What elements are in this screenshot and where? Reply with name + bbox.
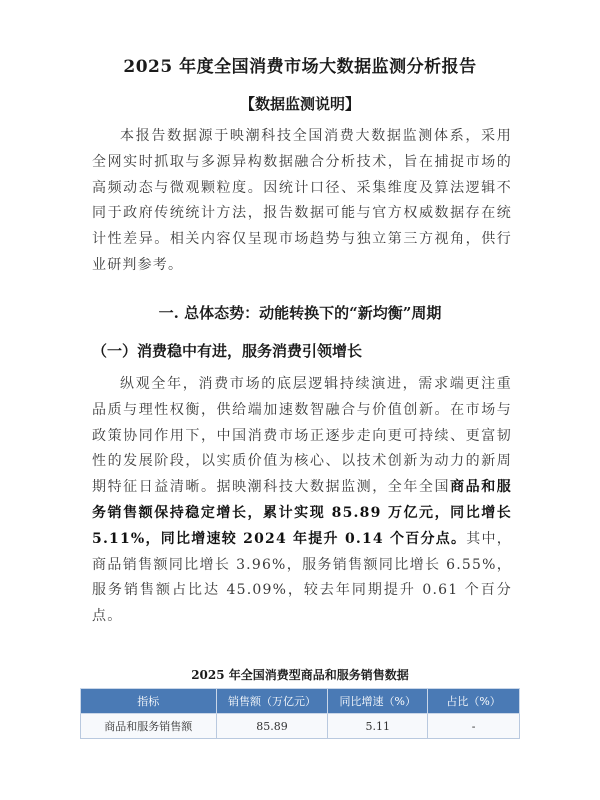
table-row [81, 714, 520, 739]
table-header-indicator: 指标 [81, 689, 217, 714]
table-cell-share: - [428, 714, 520, 739]
body-paragraph [92, 372, 512, 630]
body-paragraph-text-1: 纵观全年，消费市场的底层逻辑持续演进，需求端更注重品质与理性权衡，供给端加速数智融合与价值创新。在市场与政策协同作用下，中国消费市场正逐步走向更可持续、更富韧性的发展阶段，以实质价值为核心、以技术创新为动力的新周期特征日益清晰。据映潮科技大数据监测，全年全国 [92, 376, 512, 496]
body-paragraph-text-2: 其中，商品销售额同比增长 3.96%，服务销售额同比增长 6.55%，服务销售额占比达 45.09%，较去年同期提升 0.61 个百分点。 [92, 530, 512, 625]
data-note-paragraph: 本报告数据源于映潮科技全国消费大数据监测体系，采用全网实时抓取与多源异构数据融合分析技术，旨在捕捉市场的高频动态与微观颗粒度。因统计口径、采集维度及算法逻辑不同于政府传统统计方法，报告数据可能与官方权威数据存在统计性差异。相关内容仅呈现市场趋势与独立第三方视角，供行业研判参考。 [92, 128, 512, 273]
table-cell-indicator: 商品和服务销售额 [81, 714, 217, 739]
table-cell-sales: 85.89 [216, 714, 328, 739]
body-paragraph-highlight: 商品和服务销售额保持稳定增长，累计实现 85.89 万亿元，同比增长 5.11%，同比增速较 2024 年提升 0.14 个百分点。 [92, 479, 512, 547]
table-header-row [81, 689, 520, 714]
section-1-heading: 一. 总体态势：动能转换下的“新均衡”周期 [158, 304, 442, 322]
table-cell-growth: 5.11 [328, 714, 428, 739]
table-header-share: 占比（%） [428, 689, 520, 714]
table-caption: 2025 年全国消费型商品和服务销售数据 [191, 668, 409, 682]
data-note-heading: 【数据监测说明】 [239, 95, 360, 113]
table-header-growth: 同比增速（%） [328, 689, 428, 714]
report-title: 2025 年度全国消费市场大数据监测分析报告 [123, 57, 477, 77]
subsection-1-heading: （一）消费稳中有进，服务消费引领增长 [92, 342, 363, 360]
sales-data-table [80, 688, 520, 739]
table-header-sales: 销售额（万亿元） [216, 689, 328, 714]
